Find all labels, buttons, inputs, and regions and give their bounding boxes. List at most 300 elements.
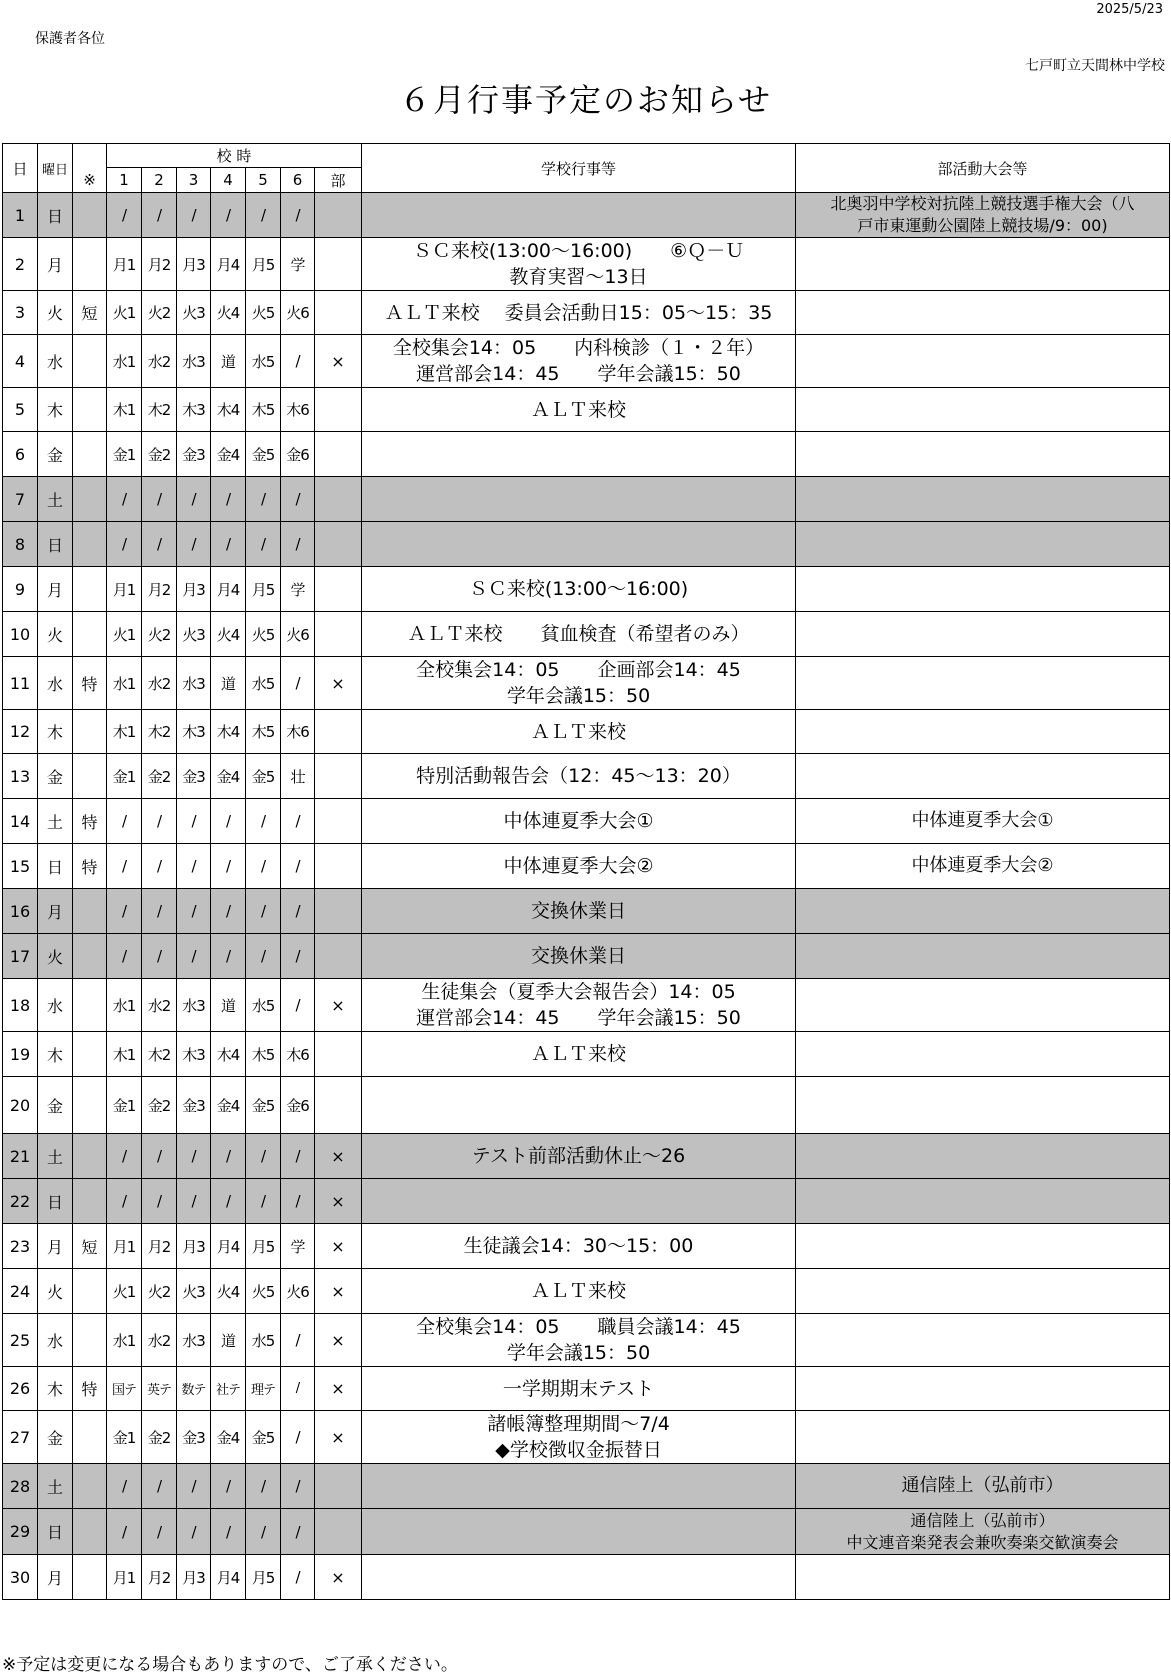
day-cell: 3 (3, 291, 38, 335)
table-row (3, 477, 1170, 522)
period-cell-2: 月2 (142, 567, 177, 612)
period-cell-6: 学 (281, 1224, 315, 1269)
period-cell-2: 木2 (142, 710, 177, 754)
club-event-cell (796, 657, 1170, 710)
club-suspend-cell (315, 567, 362, 612)
weekday-cell: 火 (38, 291, 73, 335)
day-cell: 6 (3, 432, 38, 477)
period-cell-3: 木3 (177, 710, 211, 754)
header-period-5: 5 (246, 168, 281, 193)
period-cell-4: 木4 (211, 710, 246, 754)
period-cell-3: 水3 (177, 1314, 211, 1367)
period-cell-1: / (107, 1179, 142, 1224)
period-cell-3: / (177, 522, 211, 567)
period-cell-2: / (142, 799, 177, 844)
event-cell (362, 567, 796, 612)
period-cell-6: / (281, 934, 315, 979)
club-suspend-cell (315, 193, 362, 238)
period-cell-6: 火6 (281, 612, 315, 657)
weekday-cell: 土 (38, 799, 73, 844)
period-cell-4: 金4 (211, 432, 246, 477)
event-cell (362, 1269, 796, 1314)
event-cell (362, 1367, 796, 1411)
note-cell (73, 1134, 107, 1179)
period-cell-6: / (281, 1464, 315, 1509)
club-suspend-cell (315, 1464, 362, 1509)
club-event-cell (796, 1179, 1170, 1224)
period-cell-6: / (281, 335, 315, 388)
club-suspend-cell (315, 1077, 362, 1134)
period-cell-6: / (281, 522, 315, 567)
page-title: ６月行事予定のお知らせ (398, 81, 773, 119)
day-cell: 22 (3, 1179, 38, 1224)
weekday-cell: 月 (38, 238, 73, 291)
period-cell-5: 水5 (246, 335, 281, 388)
event-line: ＡＬＴ来校 委員会活動日15：05～15：35 (384, 301, 773, 324)
period-cell-6: / (281, 1411, 315, 1464)
event-line: ＳＣ来校(13:00～16:00) ⑥Ｑ－Ｕ (412, 240, 745, 262)
header-period-4: 4 (211, 168, 246, 193)
period-cell-6: 壮 (281, 754, 315, 799)
period-cell-6: / (281, 193, 315, 238)
period-cell-4: 金4 (211, 1077, 246, 1134)
issue-date: 2025/5/23 (1096, 2, 1163, 17)
period-cell-6: 学 (281, 238, 315, 291)
period-cell-5: / (246, 844, 281, 889)
period-cell-6: 火6 (281, 1269, 315, 1314)
club-suspend-cell: × (315, 1367, 362, 1411)
club-suspend-cell: × (315, 1269, 362, 1314)
period-cell-1: 金1 (107, 1077, 142, 1134)
table-row (3, 388, 1170, 432)
period-cell-4: 社テ (211, 1367, 246, 1411)
period-cell-5: / (246, 1509, 281, 1555)
period-cell-2: / (142, 522, 177, 567)
period-cell-6: / (281, 657, 315, 710)
period-cell-5: 金5 (246, 754, 281, 799)
header-period-2: 2 (142, 168, 177, 193)
note-cell (73, 889, 107, 934)
period-cell-2: 月2 (142, 1555, 177, 1600)
event-line: ＡＬＴ来校 (531, 1043, 627, 1065)
period-cell-5: 月5 (246, 567, 281, 612)
period-cell-5: / (246, 799, 281, 844)
period-cell-6: / (281, 477, 315, 522)
weekday-cell: 水 (38, 1314, 73, 1367)
period-cell-5: 木5 (246, 388, 281, 432)
club-event-cell (796, 1509, 1170, 1555)
header-period-3: 3 (177, 168, 211, 193)
event-line: 教育実習～13日 (509, 266, 648, 288)
period-cell-2: 月2 (142, 238, 177, 291)
note-cell (73, 1555, 107, 1600)
period-cell-2: 木2 (142, 388, 177, 432)
period-cell-3: / (177, 1134, 211, 1179)
period-cell-6: / (281, 979, 315, 1032)
period-cell-4: / (211, 889, 246, 934)
day-cell: 19 (3, 1032, 38, 1077)
day-cell: 7 (3, 477, 38, 522)
header-events: 学校行事等 (362, 144, 796, 193)
period-cell-3: / (177, 477, 211, 522)
period-cell-1: / (107, 193, 142, 238)
weekday-cell: 日 (38, 193, 73, 238)
period-cell-5: 金5 (246, 432, 281, 477)
period-cell-2: / (142, 193, 177, 238)
club-suspend-cell: × (315, 979, 362, 1032)
period-cell-5: 水5 (246, 979, 281, 1032)
period-cell-1: 木1 (107, 1032, 142, 1077)
day-cell: 23 (3, 1224, 38, 1269)
period-cell-1: 月1 (107, 1555, 142, 1600)
period-cell-5: 金5 (246, 1411, 281, 1464)
club-event-cell (796, 1411, 1170, 1464)
event-cell (362, 1464, 796, 1509)
period-cell-3: / (177, 799, 211, 844)
period-cell-6: / (281, 1134, 315, 1179)
club-suspend-cell (315, 291, 362, 335)
period-cell-4: / (211, 1179, 246, 1224)
day-cell: 13 (3, 754, 38, 799)
header-club: 部 (315, 168, 362, 193)
weekday-cell: 土 (38, 1134, 73, 1179)
period-cell-5: / (246, 889, 281, 934)
club-event-cell (796, 934, 1170, 979)
period-cell-1: 火1 (107, 291, 142, 335)
note-cell (73, 1314, 107, 1367)
period-cell-3: 金3 (177, 754, 211, 799)
club-suspend-cell (315, 522, 362, 567)
day-cell: 9 (3, 567, 38, 612)
club-event-cell (796, 612, 1170, 657)
club-suspend-cell (315, 1032, 362, 1077)
club-event-line: 中文連音楽発表会兼吹奏楽交歓演奏会 (846, 1532, 1119, 1552)
period-cell-2: / (142, 1509, 177, 1555)
table-row (3, 238, 1170, 291)
club-suspend-cell (315, 754, 362, 799)
weekday-cell: 月 (38, 889, 73, 934)
day-cell: 26 (3, 1367, 38, 1411)
club-event-cell (796, 1224, 1170, 1269)
period-cell-2: 水2 (142, 979, 177, 1032)
club-event-line: 通信陸上（弘前市） (910, 1510, 1055, 1530)
period-cell-6: 金6 (281, 432, 315, 477)
event-cell (362, 657, 796, 710)
table-row (3, 1134, 1170, 1179)
note-cell (73, 193, 107, 238)
period-cell-5: 月5 (246, 238, 281, 291)
period-cell-6: / (281, 1367, 315, 1411)
club-event-cell (796, 388, 1170, 432)
day-cell: 16 (3, 889, 38, 934)
weekday-cell: 日 (38, 1509, 73, 1555)
event-line: ＡＬＴ来校 (531, 720, 627, 743)
weekday-cell: 月 (38, 1555, 73, 1600)
event-line: ＳＣ来校(13:00～16:00) (468, 578, 689, 600)
club-suspend-cell: × (315, 1555, 362, 1600)
club-suspend-cell: × (315, 1134, 362, 1179)
period-cell-5: 理テ (246, 1367, 281, 1411)
period-cell-5: / (246, 522, 281, 567)
period-cell-1: / (107, 522, 142, 567)
event-cell (362, 1179, 796, 1224)
club-event-line: 戸市東運動公園陸上競技場/9：00) (857, 216, 1108, 235)
club-event-cell (796, 335, 1170, 388)
table-row (3, 1077, 1170, 1134)
period-cell-3: 金3 (177, 432, 211, 477)
period-cell-4: 月4 (211, 1555, 246, 1600)
table-row (3, 657, 1170, 710)
period-cell-3: 火3 (177, 612, 211, 657)
period-cell-2: 金2 (142, 432, 177, 477)
table-row (3, 1367, 1170, 1411)
footer-caption: ※予定は変更になる場合もありますので、ご了承ください。 (2, 1655, 458, 1675)
day-cell: 12 (3, 710, 38, 754)
weekday-cell: 金 (38, 432, 73, 477)
note-cell (73, 1464, 107, 1509)
period-cell-2: / (142, 477, 177, 522)
club-suspend-cell (315, 388, 362, 432)
club-event-cell (796, 238, 1170, 291)
table-row (3, 1032, 1170, 1077)
club-event-cell (796, 1555, 1170, 1600)
period-cell-6: / (281, 1509, 315, 1555)
event-cell (362, 193, 796, 238)
note-cell (73, 477, 107, 522)
event-cell (362, 1411, 796, 1464)
table-row (3, 432, 1170, 477)
period-cell-3: 水3 (177, 979, 211, 1032)
weekday-cell: 水 (38, 979, 73, 1032)
period-cell-3: 月3 (177, 1555, 211, 1600)
event-line: 全校集会14：05 職員会議14：45 (416, 1316, 741, 1338)
period-cell-5: 木5 (246, 710, 281, 754)
weekday-cell: 金 (38, 754, 73, 799)
period-cell-6: / (281, 889, 315, 934)
period-cell-6: 学 (281, 567, 315, 612)
event-line: ＡＬＴ来校 (531, 1280, 627, 1302)
weekday-cell: 日 (38, 1179, 73, 1224)
club-event-line: 北奥羽中学校対抗陸上競技選手権大会（八 (830, 194, 1135, 213)
period-cell-3: 数テ (177, 1367, 211, 1411)
day-cell: 2 (3, 238, 38, 291)
period-cell-3: 金3 (177, 1411, 211, 1464)
club-suspend-cell (315, 844, 362, 889)
period-cell-4: 月4 (211, 567, 246, 612)
period-cell-4: 道 (211, 1314, 246, 1367)
period-cell-4: / (211, 193, 246, 238)
event-cell (362, 1314, 796, 1367)
table-row (3, 799, 1170, 844)
period-cell-5: / (246, 477, 281, 522)
event-line: 全校集会14：05 企画部会14：45 (416, 659, 741, 681)
period-cell-5: 火5 (246, 1269, 281, 1314)
header-periods-group: 校 時 (107, 144, 362, 168)
club-event-cell (796, 1314, 1170, 1367)
weekday-cell: 水 (38, 657, 73, 710)
period-cell-2: 金2 (142, 1411, 177, 1464)
event-cell (362, 1077, 796, 1134)
period-cell-1: / (107, 844, 142, 889)
period-cell-2: 水2 (142, 1314, 177, 1367)
event-line: 一学期期末テスト (502, 1377, 655, 1400)
event-line: 特別活動報告会（12：45～13：20） (416, 765, 741, 787)
club-event-cell (796, 522, 1170, 567)
note-cell (73, 1179, 107, 1224)
club-suspend-cell: × (315, 335, 362, 388)
club-event-cell (796, 754, 1170, 799)
period-cell-4: / (211, 934, 246, 979)
period-cell-3: 水3 (177, 335, 211, 388)
day-cell: 27 (3, 1411, 38, 1464)
event-line: 学年会議15：50 (506, 1342, 651, 1364)
period-cell-3: 月3 (177, 238, 211, 291)
period-cell-3: 月3 (177, 1224, 211, 1269)
club-suspend-cell (315, 934, 362, 979)
club-event-cell (796, 477, 1170, 522)
period-cell-5: / (246, 193, 281, 238)
period-cell-5: 月5 (246, 1555, 281, 1600)
table-row (3, 1509, 1170, 1555)
weekday-cell: 金 (38, 1077, 73, 1134)
club-suspend-cell (315, 889, 362, 934)
weekday-cell: 火 (38, 1269, 73, 1314)
period-cell-4: / (211, 844, 246, 889)
club-event-cell (796, 844, 1170, 889)
weekday-cell: 金 (38, 1411, 73, 1464)
note-cell (73, 710, 107, 754)
period-cell-2: / (142, 844, 177, 889)
table-row (3, 193, 1170, 238)
event-cell (362, 522, 796, 567)
note-cell: 特 (73, 1367, 107, 1411)
club-suspend-cell (315, 432, 362, 477)
period-cell-6: / (281, 844, 315, 889)
school-name: 七戸町立天間林中学校 (1025, 58, 1165, 74)
period-cell-4: 金4 (211, 1411, 246, 1464)
period-cell-6: / (281, 1555, 315, 1600)
period-cell-5: 火5 (246, 612, 281, 657)
period-cell-1: / (107, 477, 142, 522)
period-cell-3: / (177, 1179, 211, 1224)
period-cell-5: / (246, 1464, 281, 1509)
note-cell (73, 567, 107, 612)
table-row (3, 1555, 1170, 1600)
period-cell-1: 水1 (107, 1314, 142, 1367)
weekday-cell: 水 (38, 335, 73, 388)
note-cell (73, 335, 107, 388)
day-cell: 21 (3, 1134, 38, 1179)
table-row (3, 844, 1170, 889)
period-cell-4: 月4 (211, 238, 246, 291)
event-cell (362, 335, 796, 388)
header-period-6: 6 (281, 168, 315, 193)
weekday-cell: 木 (38, 1367, 73, 1411)
header-club-events: 部活動大会等 (796, 144, 1170, 193)
note-cell: 短 (73, 291, 107, 335)
club-suspend-cell: × (315, 1314, 362, 1367)
schedule-table (2, 143, 1170, 1600)
header-period-1: 1 (107, 168, 142, 193)
club-event-cell (796, 1269, 1170, 1314)
period-cell-4: / (211, 1464, 246, 1509)
event-cell (362, 844, 796, 889)
note-cell (73, 1077, 107, 1134)
event-cell (362, 291, 796, 335)
club-event-cell (796, 432, 1170, 477)
note-cell (73, 612, 107, 657)
period-cell-4: 火4 (211, 1269, 246, 1314)
period-cell-2: 火2 (142, 1269, 177, 1314)
period-cell-4: 金4 (211, 754, 246, 799)
period-cell-4: 火4 (211, 291, 246, 335)
period-cell-3: 木3 (177, 388, 211, 432)
period-cell-1: 水1 (107, 657, 142, 710)
table-row (3, 1314, 1170, 1367)
period-cell-5: / (246, 934, 281, 979)
table-row (3, 335, 1170, 388)
period-cell-2: / (142, 1179, 177, 1224)
club-event-cell (796, 799, 1170, 844)
day-cell: 8 (3, 522, 38, 567)
period-cell-6: / (281, 799, 315, 844)
event-line: 交換休業日 (531, 945, 627, 967)
event-cell (362, 432, 796, 477)
table-row (3, 979, 1170, 1032)
club-event-cell (796, 889, 1170, 934)
period-cell-1: 木1 (107, 710, 142, 754)
period-cell-4: / (211, 522, 246, 567)
period-cell-1: 火1 (107, 1269, 142, 1314)
period-cell-1: / (107, 1464, 142, 1509)
period-cell-1: 金1 (107, 754, 142, 799)
club-suspend-cell (315, 1509, 362, 1555)
note-cell (73, 754, 107, 799)
club-event-cell (796, 291, 1170, 335)
event-line: 中体連夏季大会② (503, 855, 654, 877)
table-row (3, 754, 1170, 799)
period-cell-2: 火2 (142, 612, 177, 657)
period-cell-3: / (177, 889, 211, 934)
event-line: 全校集会14：05 内科検診（１・２年） (392, 337, 765, 359)
note-cell: 特 (73, 657, 107, 710)
event-cell (362, 1224, 796, 1269)
period-cell-4: 道 (211, 979, 246, 1032)
period-cell-1: 国テ (107, 1367, 142, 1411)
note-cell: 特 (73, 844, 107, 889)
club-event-cell (796, 1032, 1170, 1077)
period-cell-6: / (281, 1179, 315, 1224)
period-cell-2: 月2 (142, 1224, 177, 1269)
period-cell-1: / (107, 799, 142, 844)
event-line: 運営部会14：45 学年会議15：50 (416, 363, 741, 385)
note-cell (73, 388, 107, 432)
event-line: 中体連夏季大会① (503, 810, 654, 832)
table-row (3, 934, 1170, 979)
event-line: ＡＬＴ来校 (531, 398, 627, 421)
event-cell (362, 1509, 796, 1555)
period-cell-3: 金3 (177, 1077, 211, 1134)
club-suspend-cell: × (315, 657, 362, 710)
period-cell-1: 水1 (107, 335, 142, 388)
table-row (3, 710, 1170, 754)
header-weekday: 曜日 (38, 144, 73, 193)
period-cell-4: / (211, 477, 246, 522)
schedule-body (3, 193, 1170, 1600)
period-cell-2: 火2 (142, 291, 177, 335)
day-cell: 10 (3, 612, 38, 657)
club-event-cell (796, 1134, 1170, 1179)
